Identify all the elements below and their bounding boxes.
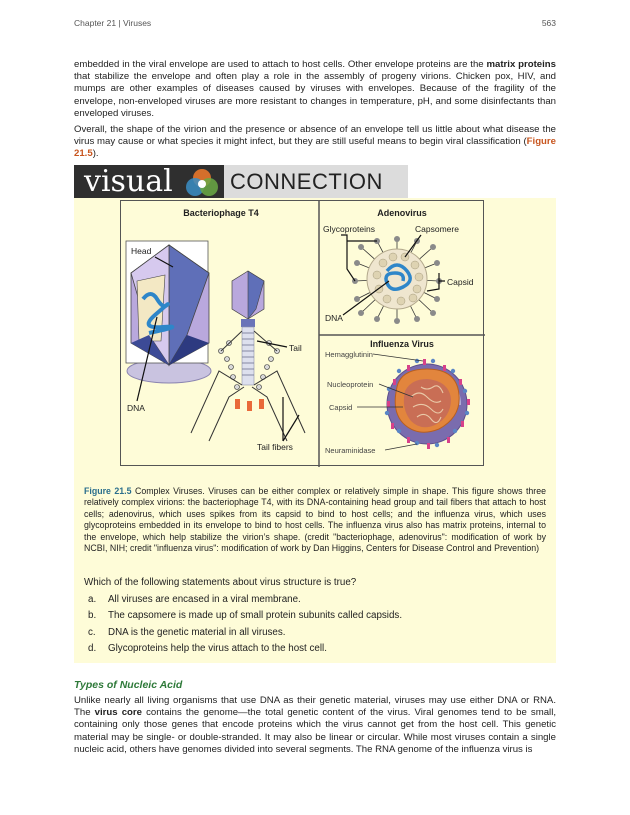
- label-head: Head: [131, 246, 152, 256]
- answer-item: [84, 594, 402, 610]
- figure-caption: [84, 486, 546, 554]
- figure-link[interactable]: Figure 21.5: [74, 136, 556, 160]
- visual-connection-banner: [74, 165, 408, 198]
- answer-item: [84, 610, 402, 626]
- answer-letter: b.: [88, 610, 97, 622]
- panel-title-t4: Bacteriophage T4: [183, 208, 259, 218]
- text-run: embedded in the viral envelope are used to attach to host cells. Other envelope proteins are the: [74, 59, 487, 70]
- label-adeno-capsid: Capsid: [447, 277, 474, 287]
- influenza-illustration: [325, 350, 470, 455]
- label-t4-dna: DNA: [127, 403, 145, 413]
- answer-letter: c.: [88, 626, 96, 638]
- question-prompt: Which of the following statements about virus structure is true?: [84, 577, 357, 588]
- answer-item: [84, 627, 402, 643]
- adenovirus-illustration: [323, 224, 474, 324]
- figure-complex-viruses: [120, 200, 484, 466]
- label-neuraminidase: Neuraminidase: [325, 446, 376, 455]
- page-number: 563: [541, 18, 556, 28]
- paragraph-nucleic-acid: [74, 695, 556, 756]
- label-tail: Tail: [289, 343, 302, 353]
- term-virus-core: virus core: [94, 707, 142, 719]
- label-flu-capsid: Capsid: [329, 403, 353, 412]
- label-glycoproteins: Glycoproteins: [323, 224, 375, 234]
- panel-title-adeno: Adenovirus: [377, 208, 427, 218]
- paragraph-shape: [74, 124, 556, 161]
- label-adeno-dna: DNA: [325, 313, 343, 323]
- section-heading-nucleic-acid: Types of Nucleic Acid: [74, 679, 183, 691]
- label-hemagglutinin: Hemagglutinin: [325, 350, 373, 359]
- answer-text: The capsomere is made up of small protein subunits called capsids.: [108, 610, 403, 622]
- caption-figure-number: Figure 21.5: [84, 486, 132, 496]
- figure-illustration: [121, 201, 485, 467]
- visual-connection-logo-icon: [182, 167, 222, 197]
- answer-letter: a.: [88, 594, 97, 605]
- text-run: ).: [92, 148, 99, 160]
- label-capsomere: Capsomere: [415, 224, 459, 234]
- caption-text: Complex Viruses. Viruses can be either complex or relatively simple in shape. This figure shows three relatively complex virions: the bacteriophage T4, with its DNA-containing head group and tail fibers that attach to host cells; adenovirus, which uses spikes from its capsid to bind to host cells; and the influenza virus, which uses glycoproteins embedded in its envelope to bind to host cells. The influenza virus also has matrix proteins, internal to the envelope, which help stabilize the virion’s shape. (credit "bacteriophage, adenovirus": modification of work by NCBI, NIH; credit "influenza virus": modification of work by Dan Higgins, Centers for Disease Control and Prevention): [84, 486, 546, 554]
- paragraph-envelope: [74, 59, 556, 120]
- chapter-title: Chapter 21 | Viruses: [74, 18, 152, 28]
- text-run: Unlike nearly all living organisms that use DNA as their genetic material, viruses may use either DNA or RNA. The: [74, 695, 556, 719]
- answer-item: [84, 643, 402, 659]
- answer-text: DNA is the genetic material in all viruses.: [108, 626, 286, 638]
- label-nucleoprotein: Nucleoprotein: [327, 380, 374, 389]
- banner-visual-word: visual: [84, 165, 173, 198]
- text-run: that stabilize the envelope and often play a role in the assembly of progeny virions. Chicken pox, HIV, and mumps are other examples of diseases caused by viruses with envelopes. Because of the fragility of the envelope, non-enveloped viruses are more resistant to changes in temperature, pH, and some disinfectants than enveloped viruses.: [74, 71, 556, 119]
- banner-connection-word: CONNECTION: [230, 169, 383, 194]
- text-run: Overall, the shape of the virion and the presence or absence of an envelope tell us little about what disease the virus may cause or what species it might infect, but they are still useful means to begin viral classification (: [74, 124, 556, 148]
- answer-text: Glycoproteins help the virus attach to the host cell.: [108, 643, 327, 655]
- answer-list: [84, 594, 402, 660]
- bacteriophage-t4-illustration: [126, 241, 305, 452]
- text-run: contains the genome—the total genetic content of the virus. Viral genomes tend to be small, containing only those genes that encode proteins which the virus cannot get from the host cell. This genetic material may be single- or double-stranded. It may also be linear or circular. While most viruses contain a single nucleic acid, others have genomes divided into several segments. The RNA genome of the influenza virus is: [74, 707, 556, 755]
- term-matrix-proteins: matrix proteins: [486, 59, 556, 70]
- answer-letter: d.: [88, 643, 97, 655]
- panel-title-flu: Influenza Virus: [370, 339, 434, 349]
- label-tail-fibers: Tail fibers: [257, 442, 293, 452]
- answer-text: All viruses are encased in a viral membrane.: [108, 594, 301, 605]
